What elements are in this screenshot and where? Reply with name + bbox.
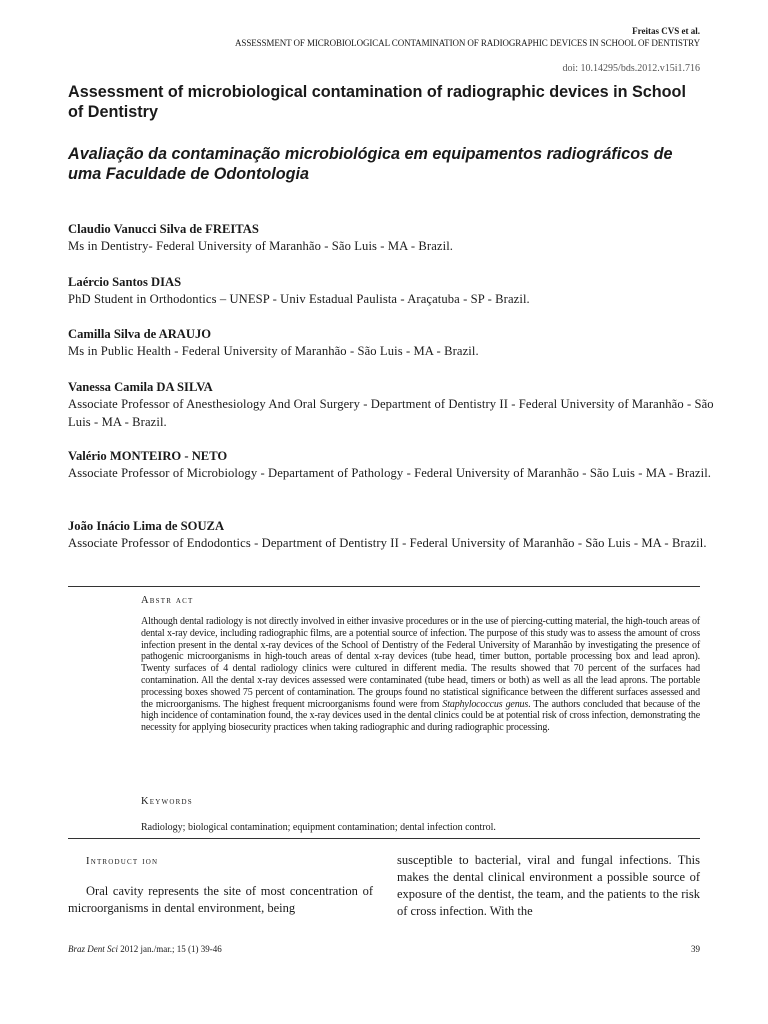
author-name: Laércio Santos DIAS — [68, 275, 182, 289]
author-affiliation: Associate Professor of Microbiology - Departament of Pathology - Federal University of Maranhão - São Luis - MA - Brazil. — [68, 466, 712, 480]
author-name: Vanessa Camila DA SILVA — [68, 380, 213, 394]
author-block — [68, 518, 718, 553]
doi: doi: 10.14295/bds.2012.v15i1.716 — [562, 63, 700, 74]
author-name: Valério MONTEIRO - NETO — [68, 449, 228, 463]
introduction-right-column: susceptible to bacterial, viral and fungal infections. This makes the dental clinical environment a possible source of exposure of the dentist, the team, and the patients to the risk of cross infection. With the — [397, 853, 700, 918]
species-name: Staphylococcus genus — [442, 698, 529, 710]
author-affiliation: PhD Student in Orthodontics – UNESP - Univ Estadual Paulista - Araçatuba - SP - Brazil. — [68, 292, 530, 306]
author-block — [68, 326, 718, 361]
author-block — [68, 448, 718, 483]
author-affiliation: Ms in Public Health - Federal University of Maranhão - São Luis - MA - Brazil. — [68, 344, 479, 358]
author-name: Camilla Silva de ARAUJO — [68, 327, 212, 341]
abstract-text: Although dental radiology is not directly involved in either invasive procedures or in the use of piercing-cutting material, the high-touch areas of dental x-ray device, including radiographic films, are a potential source of infection. The purpose of this study was to assess the amount of cross infection present in the dental x-ray devices of the School of Dentistry of the Federal University of Maranhão by investigating the presence of pathogenic microorganisms in high-touch areas of dental x-ray devices (tube head, timer button, portable processing box and lead apron). Twenty surfaces of 4 dental radiology clinics were cultured in different media. The results showed that 70 percent of the surfaces had contamination. All the dental x-ray devices assessed were contaminated (tube head, timers or both) as well as all the lead aprons. The portable processing boxes showed 75 percent of contamination. The groups found no statistical significance between the different surfaces assessed and the microorganisms. The highest frequent microorganisms found were from Staphylococcus genus. The authors concluded that because of the high incidence of contamination found, the x-ray devices used in the dental clinics could be at potential risk of cross infection, demonstrating the necessity for applying biosecurity practices when taking radiographic and during radiographic processing. — [141, 616, 700, 734]
paragraph: Oral cavity represents the site of most concentration of microorganisms in dental environment, being — [68, 884, 373, 915]
author-block — [68, 274, 718, 309]
title-portuguese: Avaliação da contaminação microbiológica em equipamentos radiográficos de uma Faculdade de Odontologia — [68, 145, 673, 183]
footer-citation: Braz Dent Sci 2012 jan./mar.; 15 (1) 39-46 — [68, 944, 222, 954]
author-name: Claudio Vanucci Silva de FREITAS — [68, 222, 259, 236]
author-name: João Inácio Lima de SOUZA — [68, 519, 225, 533]
keywords-text: Radiology; biological contamination; equipment contamination; dental infection control. — [141, 822, 496, 833]
divider — [68, 586, 700, 587]
introduction-left-column — [68, 883, 373, 917]
divider — [68, 838, 700, 839]
journal-name: Braz Dent Sci — [68, 944, 118, 954]
author-affiliation: Associate Professor of Anesthesiology And Oral Surgery - Department of Dentistry II - Federal University of Maranhão - São Luis - MA - Brazil. — [68, 397, 714, 429]
title-english: Assessment of microbiological contamination of radiographic devices in School of Dentistry — [68, 83, 686, 121]
author-affiliation: Associate Professor of Endodontics - Department of Dentistry II - Federal University of Maranhão - São Luis - MA - Brazil. — [68, 536, 707, 550]
keywords-heading: Keywords — [141, 796, 193, 807]
abstract-heading: Abstr act — [141, 595, 194, 606]
running-header-author: Freitas CVS et al. — [632, 26, 700, 36]
page-number: 39 — [691, 944, 700, 954]
introduction-heading: Introduct ion — [86, 856, 159, 867]
author-block — [68, 221, 718, 256]
author-block — [68, 379, 718, 431]
author-affiliation: Ms in Dentistry- Federal University of Maranhão - São Luis - MA - Brazil. — [68, 239, 454, 253]
running-header-title: ASSESSMENT OF MICROBIOLOGICAL CONTAMINATION OF RADIOGRAPHIC DEVICES IN SCHOOL OF DENTISTRY — [235, 38, 700, 48]
